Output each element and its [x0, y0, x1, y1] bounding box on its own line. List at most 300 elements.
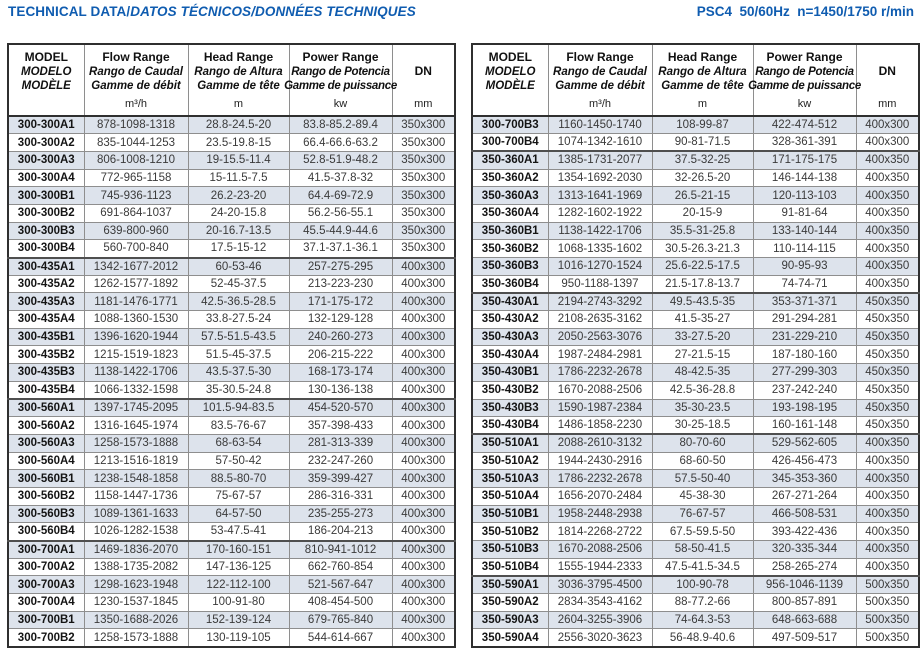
power-cell: 320-335-344 — [753, 541, 856, 559]
flow-cell: 835-1044-1253 — [84, 134, 188, 152]
table-row — [472, 169, 919, 187]
table-row — [472, 541, 919, 559]
power-cell: 231-229-210 — [753, 328, 856, 346]
right-table-header — [472, 44, 919, 116]
model-cell: 300-300B3 — [8, 222, 84, 240]
dn-cell: 400x350 — [856, 452, 919, 470]
flow-cell: 1298-1623-1948 — [84, 576, 188, 594]
table-row — [8, 558, 455, 576]
dn-cell: 400x300 — [392, 417, 455, 435]
power-cell: 83.8-85.2-89.4 — [289, 116, 392, 134]
table-row — [8, 434, 455, 452]
dn-cell: 350x300 — [392, 187, 455, 205]
flow-cell: 1388-1735-2082 — [84, 558, 188, 576]
flow-cell: 2556-3020-3623 — [548, 629, 652, 647]
model-cell: 350-360B4 — [472, 275, 548, 293]
head-cell: 130-119-105 — [188, 629, 289, 647]
head-cell: 42.5-36.5-28.5 — [188, 293, 289, 311]
power-cell: 648-663-688 — [753, 611, 856, 629]
left-table-body — [8, 116, 455, 647]
head-cell: 33.8-27.5-24 — [188, 311, 289, 329]
head-cell: 37.5-32-25 — [652, 151, 753, 169]
flow-cell: 1786-2232-2678 — [548, 470, 652, 488]
table-row — [472, 364, 919, 382]
col-header-power — [748, 44, 861, 116]
power-cell: 237-242-240 — [753, 381, 856, 399]
model-cell: 300-435A2 — [8, 275, 84, 293]
head-cell: 35-30.5-24.8 — [188, 381, 289, 399]
table-row — [8, 311, 455, 329]
head-unit: m — [697, 98, 708, 110]
power-cell: 662-760-854 — [289, 558, 392, 576]
dn-cell: 400x350 — [856, 523, 919, 541]
table-row — [8, 346, 455, 364]
model-cell: 300-700A4 — [8, 594, 84, 612]
head-cell: 147-136-125 — [188, 558, 289, 576]
col-header-dn — [856, 44, 919, 116]
model-unit — [9, 96, 84, 115]
power-cell: 160-161-148 — [753, 417, 856, 435]
head-cell: 58-50-41.5 — [652, 541, 753, 559]
model-cell: 300-700B4 — [472, 134, 548, 152]
power-unit: kw — [333, 98, 348, 110]
table-row — [8, 364, 455, 382]
flow-cell: 1814-2268-2722 — [548, 523, 652, 541]
head-cell: 76-67-57 — [652, 505, 753, 523]
power-label-fr: Gamme de puissance — [748, 80, 861, 92]
head-cell: 33-27.5-20 — [652, 328, 753, 346]
flow-label-es: Rango de Caudal — [553, 65, 647, 78]
col-header-dn — [392, 44, 455, 116]
head-cell: 108-99-87 — [652, 116, 753, 134]
flow-cell: 1469-1836-2070 — [84, 541, 188, 559]
table-row — [8, 204, 455, 222]
flow-cell: 3036-3795-4500 — [548, 576, 652, 594]
dn-cell: 400x300 — [392, 470, 455, 488]
table-row — [472, 576, 919, 594]
power-cell: 359-399-427 — [289, 470, 392, 488]
dn-cell: 500x350 — [856, 576, 919, 594]
head-label-es: Rango de Altura — [658, 65, 747, 78]
dn-cell: 400x300 — [392, 328, 455, 346]
dn-cell: 400x300 — [392, 487, 455, 505]
head-cell: 20-16.7-13.5 — [188, 222, 289, 240]
table-row — [8, 258, 455, 276]
dn-cell: 400x300 — [856, 116, 919, 134]
dn-cell: 400x350 — [856, 541, 919, 559]
page-title-italic: DATOS TÉCNICOS/DONNÉES TECHNIQUES — [130, 4, 416, 19]
head-cell: 68-63-54 — [188, 434, 289, 452]
model-cell: 350-360B2 — [472, 240, 548, 258]
flow-cell: 2604-3255-3906 — [548, 611, 652, 629]
power-cell: 132-129-128 — [289, 311, 392, 329]
col-header-flow — [84, 44, 188, 116]
table-row — [472, 204, 919, 222]
dn-cell: 400x350 — [856, 258, 919, 276]
power-label-en: Power Range — [766, 49, 843, 64]
model-cell: 300-300B1 — [8, 187, 84, 205]
table-row — [472, 275, 919, 293]
table-row — [472, 434, 919, 452]
flow-cell: 1074-1342-1610 — [548, 134, 652, 152]
power-cell: 277-299-303 — [753, 364, 856, 382]
table-row — [472, 381, 919, 399]
dn-cell: 400x300 — [392, 381, 455, 399]
power-cell: 45.5-44.9-44.6 — [289, 222, 392, 240]
dn-cell: 500x350 — [856, 629, 919, 647]
flow-cell: 1282-1602-1922 — [548, 204, 652, 222]
right-table — [471, 43, 920, 648]
power-cell: 291-294-281 — [753, 311, 856, 329]
head-cell: 27-21.5-15 — [652, 346, 753, 364]
power-cell: 206-215-222 — [289, 346, 392, 364]
power-cell: 74-74-71 — [753, 275, 856, 293]
head-cell: 45-38-30 — [652, 487, 753, 505]
table-row — [8, 381, 455, 399]
head-cell: 53-47.5-41 — [188, 523, 289, 541]
table-row — [8, 576, 455, 594]
flow-cell: 1016-1270-1524 — [548, 258, 652, 276]
table-row — [8, 134, 455, 152]
flow-cell: 772-965-1158 — [84, 169, 188, 187]
flow-cell: 950-1188-1397 — [548, 275, 652, 293]
table-row — [472, 558, 919, 576]
flow-cell: 2050-2563-3076 — [548, 328, 652, 346]
dn-cell: 400x300 — [392, 275, 455, 293]
flow-cell: 1181-1476-1771 — [84, 293, 188, 311]
dn-cell: 350x300 — [392, 116, 455, 134]
table-row — [8, 399, 455, 417]
power-cell: 56.2-56-55.1 — [289, 204, 392, 222]
model-cell: 300-435B1 — [8, 328, 84, 346]
table-row — [472, 594, 919, 612]
power-cell: 328-361-391 — [753, 134, 856, 152]
flow-cell: 1258-1573-1888 — [84, 434, 188, 452]
head-label-es: Rango de Altura — [194, 65, 283, 78]
model-cell: 350-360B3 — [472, 258, 548, 276]
head-cell: 43.5-37.5-30 — [188, 364, 289, 382]
table-row — [472, 240, 919, 258]
head-cell: 17.5-15-12 — [188, 240, 289, 258]
model-cell: 300-560A1 — [8, 399, 84, 417]
head-cell: 25.6-22.5-17.5 — [652, 258, 753, 276]
flow-label-en: Flow Range — [102, 49, 170, 64]
dn-cell: 400x300 — [392, 399, 455, 417]
model-cell: 300-300B2 — [8, 204, 84, 222]
model-cell: 300-560A2 — [8, 417, 84, 435]
model-cell: 350-590A2 — [472, 594, 548, 612]
head-cell: 52-45-37.5 — [188, 275, 289, 293]
power-label-en: Power Range — [302, 49, 379, 64]
model-cell: 300-560B2 — [8, 487, 84, 505]
head-cell: 48-42.5-35 — [652, 364, 753, 382]
dn-cell: 400x300 — [856, 134, 919, 152]
model-cell: 300-700B1 — [8, 611, 84, 629]
power-cell: 41.5-37.8-32 — [289, 169, 392, 187]
head-cell: 57.5-50-40 — [652, 470, 753, 488]
table-row — [8, 169, 455, 187]
dn-cell: 400x300 — [392, 505, 455, 523]
power-cell: 213-223-230 — [289, 275, 392, 293]
dn-cell: 450x350 — [856, 311, 919, 329]
power-cell: 130-136-138 — [289, 381, 392, 399]
table-row — [472, 629, 919, 647]
model-cell: 350-430A4 — [472, 346, 548, 364]
dn-cell: 400x350 — [856, 204, 919, 222]
flow-cell: 878-1098-1318 — [84, 116, 188, 134]
flow-cell: 1313-1641-1969 — [548, 187, 652, 205]
flow-cell: 1262-1577-1892 — [84, 275, 188, 293]
table-row — [472, 134, 919, 152]
table-row — [8, 629, 455, 647]
model-cell: 350-430A1 — [472, 293, 548, 311]
head-cell: 68-60-50 — [652, 452, 753, 470]
flow-label-fr: Gamme de débit — [555, 80, 645, 92]
model-cell: 300-300A1 — [8, 116, 84, 134]
head-cell: 15-11.5-7.5 — [188, 169, 289, 187]
model-cell: 350-510B4 — [472, 558, 548, 576]
power-cell: 422-474-512 — [753, 116, 856, 134]
power-cell: 90-95-93 — [753, 258, 856, 276]
dn-cell: 450x350 — [856, 328, 919, 346]
head-cell: 152-139-124 — [188, 611, 289, 629]
dn-cell: 400x300 — [392, 434, 455, 452]
flow-cell: 1160-1450-1740 — [548, 116, 652, 134]
power-cell: 235-255-273 — [289, 505, 392, 523]
head-cell: 42.5-36-28.8 — [652, 381, 753, 399]
dn-cell: 500x350 — [856, 611, 919, 629]
power-cell: 544-614-667 — [289, 629, 392, 647]
power-cell: 91-81-64 — [753, 204, 856, 222]
dn-cell: 400x300 — [392, 258, 455, 276]
table-row — [8, 594, 455, 612]
model-cell: 350-590A1 — [472, 576, 548, 594]
flow-cell: 1944-2430-2916 — [548, 452, 652, 470]
flow-unit: m³/h — [125, 98, 147, 110]
model-cell: 350-430B2 — [472, 381, 548, 399]
head-cell: 60-53-46 — [188, 258, 289, 276]
model-cell: 350-510A4 — [472, 487, 548, 505]
dn-cell: 400x300 — [392, 541, 455, 559]
tables-container — [7, 43, 918, 648]
head-label-fr: Gamme de tête — [661, 80, 744, 92]
dn-cell: 450x350 — [856, 417, 919, 435]
power-cell: 800-857-891 — [753, 594, 856, 612]
flow-cell: 639-800-960 — [84, 222, 188, 240]
power-cell: 146-144-138 — [753, 169, 856, 187]
model-cell: 350-510A1 — [472, 434, 548, 452]
model-cell: 350-510A2 — [472, 452, 548, 470]
power-cell: 267-271-264 — [753, 487, 856, 505]
head-cell: 57-50-42 — [188, 452, 289, 470]
table-row — [472, 523, 919, 541]
head-cell: 67.5-59.5-50 — [652, 523, 753, 541]
table-row — [472, 470, 919, 488]
table-row — [8, 222, 455, 240]
flow-cell: 745-936-1123 — [84, 187, 188, 205]
table-row — [8, 417, 455, 435]
dn-cell: 400x300 — [392, 523, 455, 541]
flow-cell: 1138-1422-1706 — [548, 222, 652, 240]
flow-cell: 1958-2448-2938 — [548, 505, 652, 523]
power-label-fr: Gamme de puissance — [284, 80, 397, 92]
left-table-header — [8, 44, 455, 116]
head-cell: 41.5-35-27 — [652, 311, 753, 329]
head-cell: 30-25-18.5 — [652, 417, 753, 435]
head-cell: 49.5-43.5-35 — [652, 293, 753, 311]
power-cell: 426-456-473 — [753, 452, 856, 470]
table-row — [472, 611, 919, 629]
flow-cell: 1026-1282-1538 — [84, 523, 188, 541]
dn-cell: 400x300 — [392, 293, 455, 311]
dn-cell: 350x300 — [392, 204, 455, 222]
model-cell: 300-435B2 — [8, 346, 84, 364]
flow-cell: 1670-2088-2506 — [548, 381, 652, 399]
power-cell: 232-247-260 — [289, 452, 392, 470]
dn-cell: 450x350 — [856, 381, 919, 399]
model-cell: 300-560B4 — [8, 523, 84, 541]
power-cell: 193-198-195 — [753, 399, 856, 417]
flow-cell: 1590-1987-2384 — [548, 399, 652, 417]
model-cell: 350-360A2 — [472, 169, 548, 187]
table-row — [472, 293, 919, 311]
flow-cell: 1656-2070-2484 — [548, 487, 652, 505]
head-cell: 88.5-80-70 — [188, 470, 289, 488]
dn-cell: 500x350 — [856, 594, 919, 612]
flow-unit: m³/h — [589, 98, 611, 110]
table-row — [8, 452, 455, 470]
table-row — [8, 116, 455, 134]
dn-label: DN — [414, 64, 432, 78]
dn-cell: 400x350 — [856, 187, 919, 205]
flow-cell: 1088-1360-1530 — [84, 311, 188, 329]
head-cell: 75-67-57 — [188, 487, 289, 505]
flow-cell: 1068-1335-1602 — [548, 240, 652, 258]
dn-cell: 450x350 — [856, 293, 919, 311]
head-cell: 35-30-23.5 — [652, 399, 753, 417]
dn-cell: 400x350 — [856, 470, 919, 488]
model-cell: 300-560B3 — [8, 505, 84, 523]
table-row — [8, 293, 455, 311]
model-cell: 300-700B3 — [472, 116, 548, 134]
head-cell: 100-90-78 — [652, 576, 753, 594]
table-row — [8, 151, 455, 169]
flow-cell: 2834-3543-4162 — [548, 594, 652, 612]
flow-cell: 1213-1516-1819 — [84, 452, 188, 470]
power-cell: 110-114-115 — [753, 240, 856, 258]
table-row — [472, 505, 919, 523]
power-cell: 497-509-517 — [753, 629, 856, 647]
head-cell: 28.8-24.5-20 — [188, 116, 289, 134]
table-row — [8, 240, 455, 258]
dn-cell: 400x300 — [392, 576, 455, 594]
power-cell: 353-371-371 — [753, 293, 856, 311]
power-cell: 64.4-69-72.9 — [289, 187, 392, 205]
head-cell: 32-26.5-20 — [652, 169, 753, 187]
dn-cell: 350x300 — [392, 134, 455, 152]
flow-cell: 1354-1692-2030 — [548, 169, 652, 187]
table-row — [472, 151, 919, 169]
model-cell: 350-510B3 — [472, 541, 548, 559]
power-cell: 66.4-66.6-63.2 — [289, 134, 392, 152]
flow-cell: 1486-1858-2230 — [548, 417, 652, 435]
model-label-fr: MODÈLE — [485, 80, 535, 92]
model-cell: 350-590A4 — [472, 629, 548, 647]
model-label-en: MODEL — [488, 49, 532, 64]
flow-label-en: Flow Range — [566, 49, 634, 64]
dn-cell: 400x350 — [856, 240, 919, 258]
head-cell: 35.5-31-25.8 — [652, 222, 753, 240]
head-cell: 100-91-80 — [188, 594, 289, 612]
model-unit — [473, 96, 548, 115]
power-cell: 52.8-51.9-48.2 — [289, 151, 392, 169]
head-cell: 47.5-41.5-34.5 — [652, 558, 753, 576]
model-cell: 350-590A3 — [472, 611, 548, 629]
head-cell: 26.2-23-20 — [188, 187, 289, 205]
model-cell: 300-700B2 — [8, 629, 84, 647]
head-cell: 74-64.3-53 — [652, 611, 753, 629]
flow-cell: 1385-1731-2077 — [548, 151, 652, 169]
power-cell: 521-567-647 — [289, 576, 392, 594]
dn-cell: 350x300 — [392, 222, 455, 240]
flow-cell: 1138-1422-1706 — [84, 364, 188, 382]
power-label-es: Rango de Potencia — [291, 65, 390, 78]
flow-cell: 1238-1548-1858 — [84, 470, 188, 488]
left-table — [7, 43, 456, 648]
model-cell: 350-430B3 — [472, 399, 548, 417]
flow-cell: 1316-1645-1974 — [84, 417, 188, 435]
table-row — [8, 328, 455, 346]
flow-cell: 2088-2610-3132 — [548, 434, 652, 452]
model-cell: 300-435A1 — [8, 258, 84, 276]
flow-label-fr: Gamme de débit — [91, 80, 181, 92]
model-label-en: MODEL — [24, 49, 68, 64]
flow-cell: 1350-1688-2026 — [84, 611, 188, 629]
table-row — [8, 523, 455, 541]
model-cell: 350-510B2 — [472, 523, 548, 541]
power-cell: 956-1046-1139 — [753, 576, 856, 594]
head-cell: 24-20-15.8 — [188, 204, 289, 222]
model-cell: 350-430A2 — [472, 311, 548, 329]
head-cell: 51.5-45-37.5 — [188, 346, 289, 364]
head-cell: 170-160-151 — [188, 541, 289, 559]
head-cell: 20-15-9 — [652, 204, 753, 222]
title-bar — [0, 0, 924, 19]
model-cell: 300-435A4 — [8, 311, 84, 329]
power-label-es: Rango de Potencia — [755, 65, 854, 78]
flow-cell: 1089-1361-1633 — [84, 505, 188, 523]
power-cell: 408-454-500 — [289, 594, 392, 612]
dn-cell: 350x300 — [392, 240, 455, 258]
page-title-plain: TECHNICAL DATA/ — [8, 4, 131, 19]
model-cell: 350-430B1 — [472, 364, 548, 382]
head-label-fr: Gamme de tête — [197, 80, 280, 92]
head-cell: 80-70-60 — [652, 434, 753, 452]
model-cell: 350-430A3 — [472, 328, 548, 346]
table-row — [472, 116, 919, 134]
table-row — [472, 258, 919, 276]
table-row — [8, 505, 455, 523]
page-title — [8, 4, 416, 19]
head-cell: 26.5-21-15 — [652, 187, 753, 205]
dn-unit: mm — [878, 98, 897, 110]
model-cell: 300-300A3 — [8, 151, 84, 169]
dn-cell: 400x300 — [392, 629, 455, 647]
flow-cell: 1215-1519-1823 — [84, 346, 188, 364]
dn-cell: 400x350 — [856, 169, 919, 187]
power-cell: 679-765-840 — [289, 611, 392, 629]
flow-cell: 2108-2635-3162 — [548, 311, 652, 329]
